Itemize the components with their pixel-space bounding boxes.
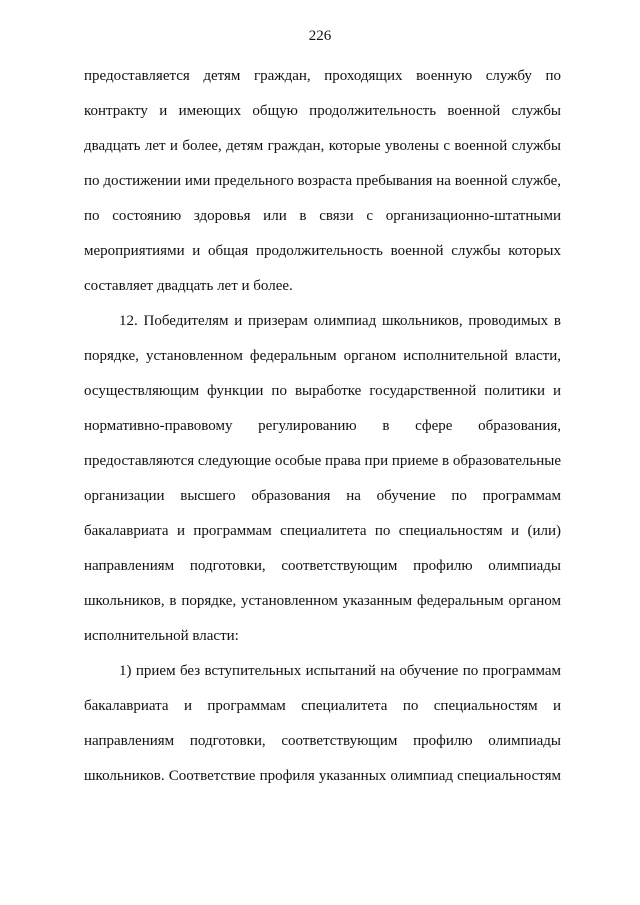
text-line: бакалавриата и программам специалитета по специальностям и (или): [84, 523, 561, 539]
text-line: контракту и имеющих общую продолжительность военной службы: [84, 103, 561, 119]
text-line: по достижении ими предельного возраста пребывания на военной службе,: [84, 173, 561, 189]
text-line: направлениям подготовки, соответствующим профилю олимпиады: [84, 558, 561, 574]
text-line: осуществляющим функции по выработке государственной политики и: [84, 383, 561, 399]
text-line: предоставляются следующие особые права при приеме в образовательные: [84, 453, 561, 469]
text-line: предоставляется детям граждан, проходящих военную службу по: [84, 68, 561, 84]
text-line: по состоянию здоровья или в связи с организационно-штатными: [84, 208, 561, 224]
list-item-1-start: 1) прием без вступительных испытаний на обучение по программам: [119, 663, 561, 679]
text-line: порядке, установленном федеральным органом исполнительной власти,: [84, 348, 561, 364]
text-line: составляет двадцать лет и более.: [84, 278, 293, 294]
text-line: направлениям подготовки, соответствующим профилю олимпиады: [84, 733, 561, 749]
text-line: школьников. Соответствие профиля указанных олимпиад специальностям: [84, 768, 561, 784]
text-line: организации высшего образования на обучение по программам: [84, 488, 561, 504]
text-line: нормативно-правовому регулированию в сфере образования,: [84, 418, 561, 434]
text-line: школьников, в порядке, установленном указанным федеральным органом: [84, 593, 561, 609]
paragraph-12-start: 12. Победителям и призерам олимпиад школьников, проводимых в: [119, 313, 561, 329]
text-line: двадцать лет и более, детям граждан, которые уволены с военной службы: [84, 138, 561, 154]
text-line: исполнительной власти:: [84, 628, 239, 644]
page-number: 226: [308, 28, 332, 44]
text-line: мероприятиями и общая продолжительность военной службы которых: [84, 243, 561, 259]
text-line: бакалавриата и программам специалитета по специальностям и: [84, 698, 561, 714]
